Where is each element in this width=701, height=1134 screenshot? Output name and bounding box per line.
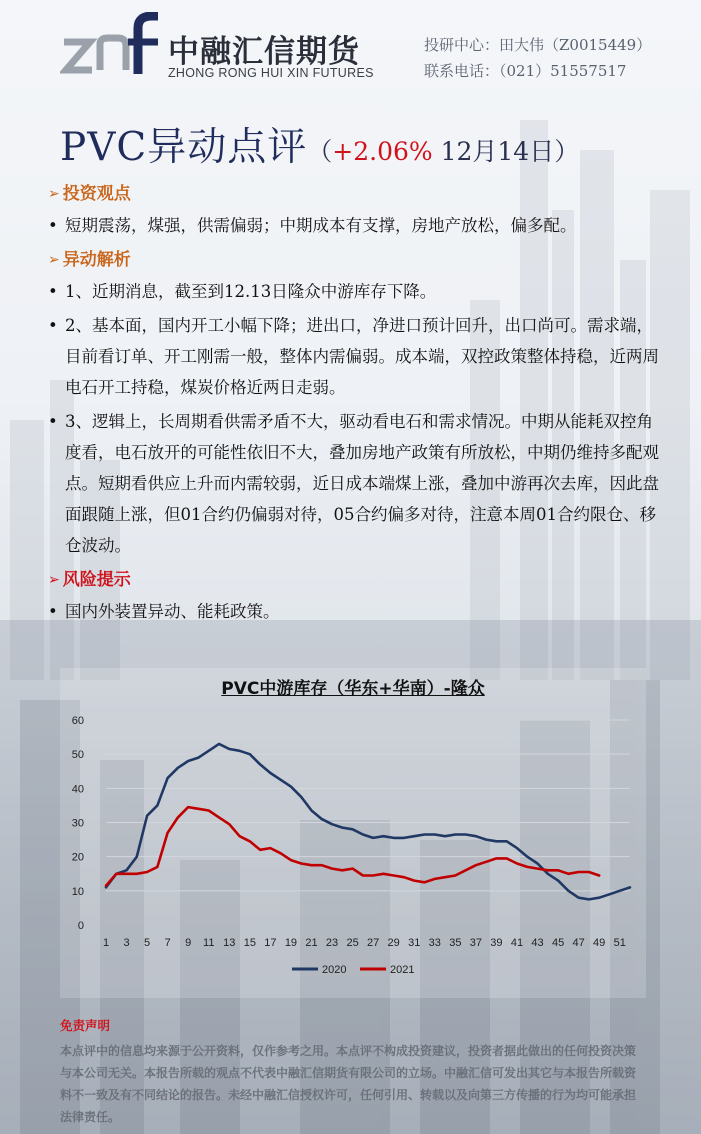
chart-title: [60, 674, 646, 699]
x-tick-label: 19: [284, 937, 298, 949]
list-item: [48, 406, 668, 561]
logo-english-name: ZHONG RONG HUI XIN FUTURES: [168, 66, 374, 80]
section-analysis: [48, 244, 668, 276]
x-tick-label: 9: [185, 937, 192, 949]
x-tick-label: 39: [490, 937, 503, 949]
arrow-bullet-icon: ➢: [48, 571, 60, 588]
bullet-dot-icon: •: [48, 282, 58, 301]
x-tick-label: 35: [449, 937, 462, 949]
chart-canvas: [60, 668, 646, 998]
section-title: 投资观点: [62, 183, 131, 204]
x-tick-label: 27: [367, 937, 380, 949]
arrow-bullet-icon: ➢: [48, 185, 60, 202]
analyst-line: 投研中心：田大伟（Z0015449）: [424, 36, 652, 54]
x-tick-label: 37: [469, 937, 483, 949]
x-tick-label: 1: [102, 937, 110, 949]
list-item-text: 短期震荡，煤强，供需偏弱；中期成本有支撑，房地产放松，偏多配。: [65, 216, 577, 235]
list-item-text: 3、逻辑上，长周期看供需矛盾不大，驱动看电石和需求情况。中期从能耗双控角度看，电石放开的可能性依旧不大，叠加房地产政策有所放松，中期仍维持多配观点。短期看供应上升而内需较弱，近日成本端煤上涨，叠加中游再次去库，因此盘面跟随上涨，但01合约仍偏弱对待，05合约偏多对待，注意本周01合约限仓、移仓波动。: [65, 412, 659, 555]
x-tick-label: 33: [428, 937, 441, 949]
legend-label: 2020: [322, 964, 347, 976]
bullet-dot-icon: •: [48, 316, 58, 335]
title-main: PVC异动点评: [60, 125, 308, 170]
x-tick-label: 43: [531, 937, 544, 949]
x-tick-label: 11: [203, 937, 215, 949]
price-change: +2.06%: [332, 137, 433, 166]
x-tick-label: 29: [387, 937, 400, 949]
x-tick-label: 41: [510, 937, 524, 949]
x-tick-label: 13: [223, 937, 236, 949]
arrow-bullet-icon: ➢: [48, 251, 60, 268]
disclaimer-title: 免责声明: [60, 1018, 111, 1033]
bullet-dot-icon: •: [48, 412, 58, 431]
x-tick-label: 23: [325, 937, 339, 949]
y-tick-label: 10: [71, 885, 84, 898]
list-item: [48, 210, 668, 241]
logo-chinese-name: 中融汇信期货: [168, 34, 360, 70]
list-item: [48, 596, 668, 627]
title-date: 12月14日: [432, 137, 555, 166]
bullet-dot-icon: •: [48, 216, 58, 235]
x-tick-label: 45: [551, 937, 565, 949]
chart-title-text: PVC中游库存（华东+华南）-隆众: [221, 679, 485, 699]
phone-line: 联系电话：（021）51557517: [424, 62, 627, 80]
x-tick-label: 49: [593, 937, 606, 949]
x-tick-label: 5: [144, 937, 151, 949]
title-paren-open: （: [307, 137, 333, 166]
y-tick-label: 50: [71, 749, 84, 762]
x-tick-label: 25: [346, 937, 359, 949]
list-item-text: 1、近期消息，截至到12.13日隆众中游库存下降。: [65, 282, 437, 301]
title-paren-close: ）: [554, 137, 580, 166]
y-tick-label: 20: [71, 851, 84, 864]
inventory-chart: [60, 668, 646, 998]
disclaimer: [60, 1016, 640, 1128]
legend-label: 2021: [390, 964, 415, 976]
y-tick-label: 0: [77, 920, 84, 932]
bullet-dot-icon: •: [48, 602, 58, 621]
series-line-2021: [106, 807, 599, 886]
list-item-text: 国内外装置异动、能耗政策。: [65, 602, 280, 621]
list-item: [48, 310, 668, 403]
x-tick-label: 17: [264, 937, 277, 949]
y-tick-label: 40: [71, 783, 84, 796]
x-tick-label: 47: [572, 937, 585, 949]
section-title: 异动解析: [62, 249, 131, 270]
section-title: 风险提示: [62, 569, 131, 590]
list-item-text: 2、基本面，国内开工小幅下降；进出口，净进口预计回升，出口尚可。需求端，目前看订单、开工刚需一般，整体内需偏弱。成本端，双控政策整体持稳，近两周电石开工持稳，煤炭价格近两日走弱。: [65, 316, 659, 397]
x-tick-label: 7: [164, 937, 171, 949]
contact-block: [424, 32, 651, 84]
x-tick-label: 3: [123, 937, 130, 949]
zrhx-logo-mark-icon: [60, 12, 160, 82]
x-tick-label: 21: [305, 937, 318, 949]
section-investment-view: [48, 178, 668, 210]
y-tick-label: 30: [71, 817, 84, 830]
commentary-body: [48, 178, 668, 630]
list-item: [48, 276, 668, 307]
x-tick-label: 15: [243, 937, 256, 949]
y-tick-label: 60: [71, 715, 84, 727]
x-tick-label: 31: [408, 937, 421, 949]
section-risk: [48, 564, 668, 596]
page-title: [60, 116, 579, 172]
x-tick-label: 51: [613, 937, 626, 949]
disclaimer-text: 本点评中的信息均来源于公开资料，仅作参考之用。本点评不构成投资建议，投资者据此做出的任何投资决策与本公司无关。本报告所载的观点不代表中融汇信期货有限公司的立场。中融汇信可发出其它与本报告所载资料不一致及有不同结论的报告。未经中融汇信授权许可，任何引用、转载以及向第三方传播的行为均可能承担法律责任。: [60, 1044, 637, 1124]
company-logo: [60, 12, 380, 82]
